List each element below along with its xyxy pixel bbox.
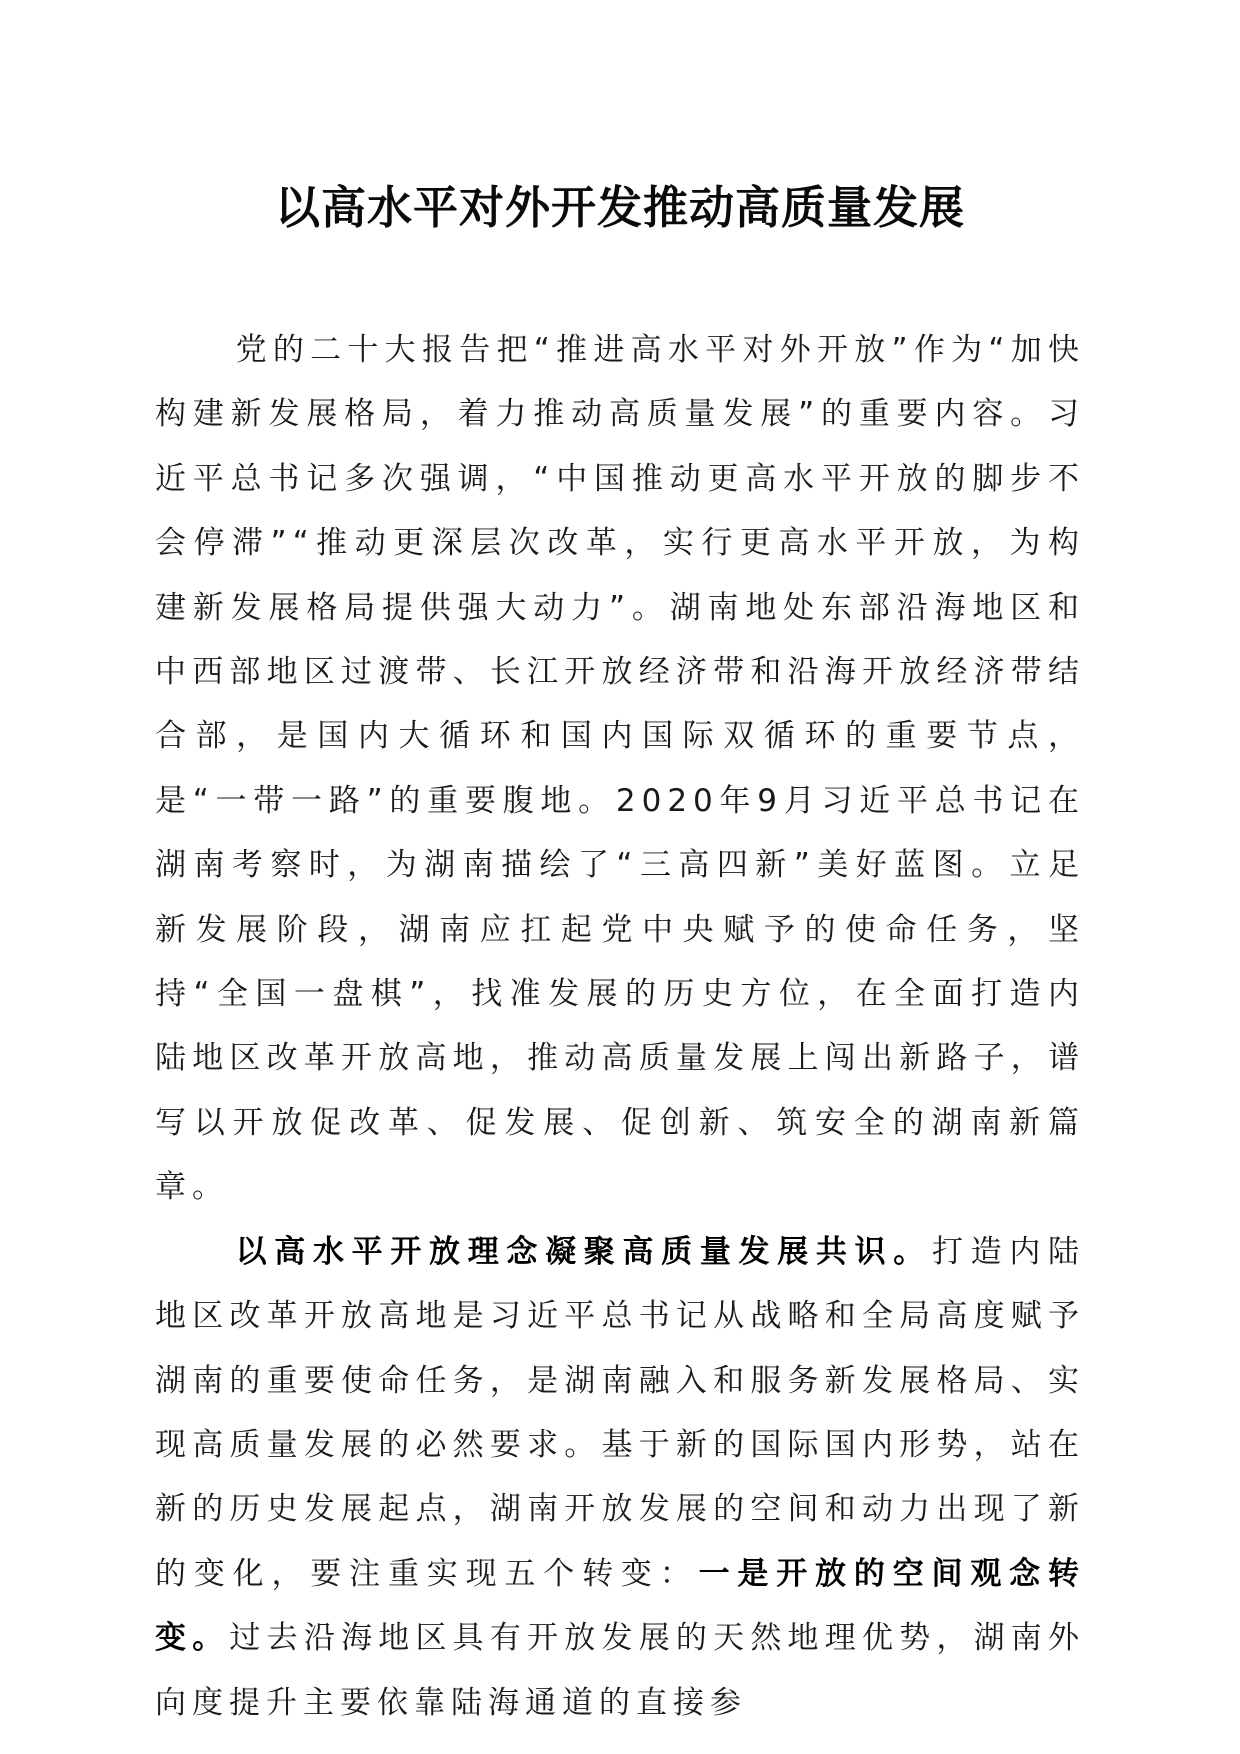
paragraph-2-text: 打造内陆地区改革开放高地是习近平总书记从战略和全局高度赋予湖南的重要使命任务，是湖南融入和服务新发展格局、实现高质量发展的必然要求。基于新的国际国内形势，站在新的历史发展起点，湖南开放发展的空间和动力出现了新的变化，要注重实现五个转变： [155, 1233, 1086, 1592]
paragraph-2-bold-point-1: 一是开放的空间观念转变。 [155, 1555, 1086, 1657]
document-title: 以高水平对外开发推动高质量发展 [274, 181, 965, 234]
paragraph-1: 党的二十大报告把“推进高水平对外开放”作为“加快构建新发展格局，着力推动高质量发展”的重要内容。习近平总书记多次强调，“中国推动更高水平开放的脚步不会停滞”“推动更深层次改革，实行更高水平开放，为构建新发展格局提供强大动力”。湖南地处东部沿海地区和中西部地区过渡带、长江开放经济带和沿海开放经济带结合部，是国内大循环和国内国际双循环的重要节点，是“一带一路”的重要腹地。2020年9月习近平总书记在湖南考察时，为湖南描绘了“三高四新”美好蓝图。立足新发展阶段，湖南应扛起党中央赋予的使命任务，坚持“全国一盘棋”，找准发展的历史方位，在全面打造内陆地区改革开放高地，推动高质量发展上闯出新路子，谱写以开放促改革、促发展、促创新、筑安全的湖南新篇章。 [155, 332, 1085, 1206]
document-body [155, 318, 1085, 1735]
paragraph-2-tail: 过去沿海地区具有开放发展的天然地理优势，湖南外向度提升主要依靠陆海通道的直接参 [155, 1620, 1086, 1721]
paragraph-2-bold-heading: 以高水平开放理念凝聚高质量发展共识。 [235, 1233, 932, 1270]
paragraph-2 [155, 1220, 1085, 1735]
